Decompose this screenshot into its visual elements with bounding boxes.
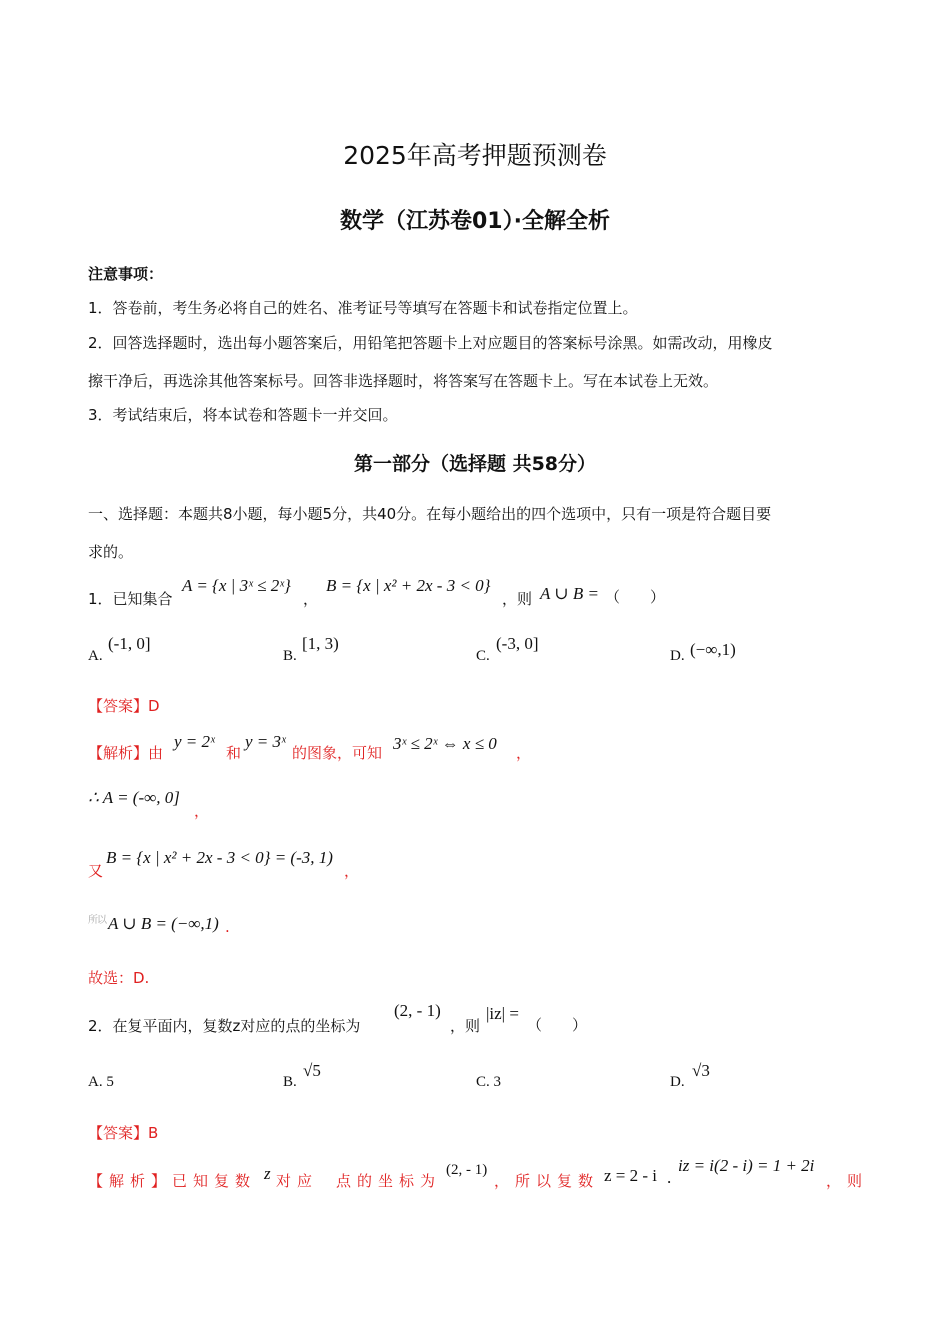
q1-line4-prefix: 所以 — [88, 915, 106, 926]
notice-item-3: 3．考试结束后，将本试卷和答题卡一并交回。 — [88, 406, 398, 424]
q2-analysis-b: 对应 — [276, 1172, 319, 1190]
q2-analysis-iz: iz = i(2 - i) = 1 + 2i — [678, 1156, 815, 1175]
section-intro-a: 一、选择题：本题共8小题，每小题5分，共40分。在每小题给出的四个选项中，只有一项是符合题目要 — [88, 505, 772, 523]
q1-expr: A ∪ B = — [540, 584, 599, 603]
q1-option-d-label: D. — [670, 648, 685, 664]
q1-analysis-y1: y = 2ˣ — [174, 732, 215, 751]
q1-option-b-label: B. — [283, 648, 297, 664]
q1-line3-math: B = {x | x² + 2x - 3 < 0} = (-3, 1) — [106, 848, 333, 867]
section-title: 第一部分（选择题 共58分） — [353, 453, 597, 475]
q2-option-d-value: √3 — [692, 1061, 710, 1080]
q2-option-c: C. 3 — [476, 1074, 502, 1090]
q1-analysis-graph: 的图象，可知 — [292, 744, 383, 762]
q2-analysis-h: ，则 — [826, 1172, 869, 1190]
q2-analysis-period: . — [667, 1168, 672, 1187]
q2-then: ，则 — [450, 1017, 481, 1035]
q1-option-b-value: [1, 3) — [302, 634, 339, 653]
q2-prefix: 2．在复平面内，复数z对应的点的坐标为 — [88, 1017, 361, 1035]
q1-option-a-label: A. — [88, 648, 103, 664]
q2-analysis-z-eq: z = 2 - i — [604, 1166, 658, 1185]
q2-option-b-label: B. — [283, 1074, 297, 1090]
q1-conclusion: 故选：D. — [88, 969, 150, 987]
q1-analysis-tag: 【解析】由 — [88, 744, 164, 762]
q1-line3-you: 又 — [88, 862, 104, 880]
q1-answer: 【答案】D — [88, 697, 160, 715]
q1-sep: ， — [303, 590, 319, 608]
q2-option-d-label: D. — [670, 1074, 685, 1090]
q1-analysis-and: 和 — [226, 744, 242, 762]
q1-paren: （ ） — [605, 590, 666, 606]
q1-option-c-value: (-3, 0] — [496, 634, 539, 653]
q2-analysis-c: 点的坐标为 — [336, 1172, 442, 1190]
q2-paren: （ ） — [527, 1018, 588, 1034]
notice-heading: 注意事项： — [88, 265, 164, 283]
q2-expr: |iz| = — [486, 1004, 519, 1023]
q1-line4-math: A ∪ B = (−∞,1) — [108, 914, 219, 933]
notice-item-1: 1．答卷前，考生务必将自己的姓名、准考证号等填写在答题卡和试卷指定位置上。 — [88, 299, 638, 317]
page-subtitle: 数学（江苏卷01）·全解全析 — [340, 209, 610, 234]
notice-item-2a: 2．回答选择题时，选出每小题答案后，用铅笔把答题卡上对应题目的答案标号涂黑。如需改动，用橡皮 — [88, 334, 773, 352]
q1-line2-math: ∴ A = (-∞, 0] — [88, 788, 180, 807]
q1-option-d-value: (−∞,1) — [690, 640, 736, 659]
q1-set-b: B = {x | x² + 2x - 3 < 0} — [326, 576, 491, 595]
notice-item-2b: 擦干净后，再选涂其他答案标号。回答非选择题时，将答案写在答题卡上。写在本试卷上无效。 — [88, 372, 719, 390]
q1-set-a: A = {x | 3ˣ ≤ 2ˣ} — [182, 576, 291, 595]
q2-point: (2, - 1) — [394, 1001, 441, 1020]
q2-analysis-z: z — [264, 1164, 271, 1183]
q2-analysis-d: ，所以复数 — [494, 1172, 600, 1190]
page-title: 2025年高考押题预测卷 — [343, 141, 607, 170]
q1-analysis-comma: ， — [516, 744, 532, 762]
q1-prefix: 1．已知集合 — [88, 590, 173, 608]
q1-option-a-value: (-1, 0] — [108, 634, 151, 653]
q2-option-b-value: √5 — [303, 1061, 321, 1080]
q2-answer: 【答案】B — [88, 1124, 159, 1142]
q1-option-c-label: C. — [476, 648, 490, 664]
q2-option-a: A. 5 — [88, 1074, 114, 1090]
q1-line2-comma: ， — [194, 802, 210, 820]
q1-line4-end: . — [225, 918, 230, 936]
q1-analysis-y2: y = 3ˣ — [245, 732, 286, 751]
q2-analysis-point: (2, - 1) — [446, 1162, 488, 1178]
section-intro-b: 求的。 — [88, 543, 134, 561]
q1-then: ，则 — [502, 590, 533, 608]
q2-analysis-a: 【解析】已知复数 — [88, 1172, 257, 1190]
q1-analysis-ineq: 3ˣ ≤ 2ˣ ⇔ x ≤ 0 — [393, 734, 497, 753]
q1-line3-comma: ， — [344, 862, 360, 880]
